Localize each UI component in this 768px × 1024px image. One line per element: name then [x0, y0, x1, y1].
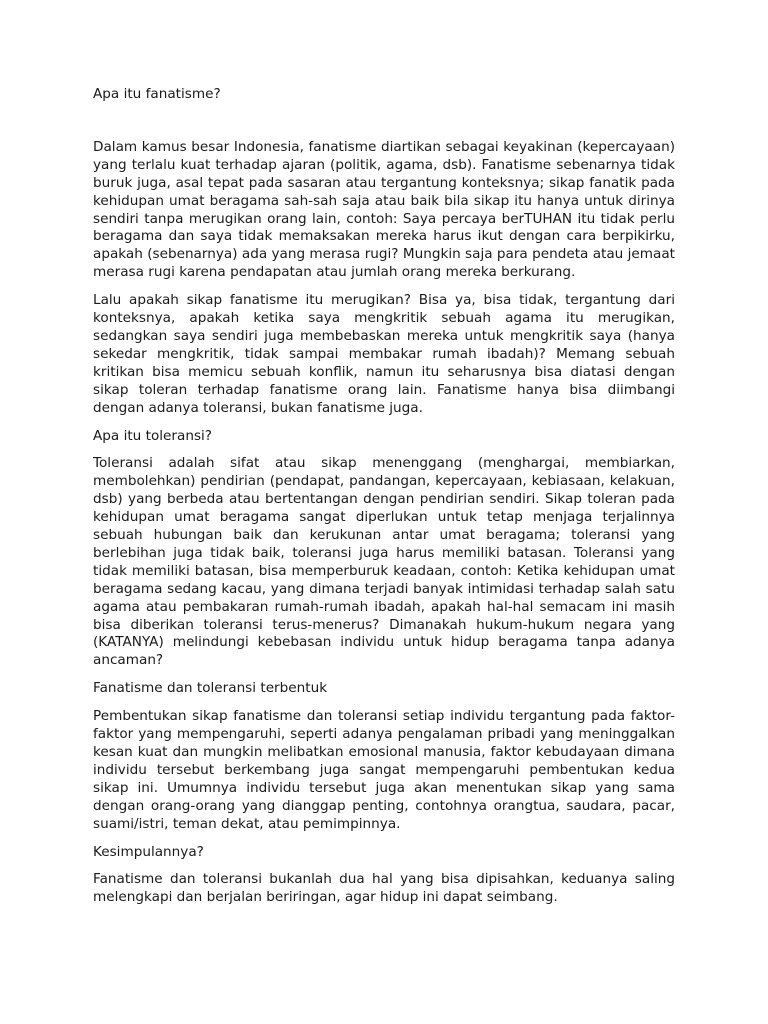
document-title: Apa itu fanatisme? [93, 86, 221, 102]
paragraph: Toleransi adalah sifat atau sikap menenggang (menghargai, membiarkan, membolehkan) pendirian (pendapat, pandangan, kepercayaan, kebiasaan, kelakuan, dsb) yang berbeda atau bertentangan dengan pendirian sendiri. Sikap toleran pada kehidupan umat beragama sangat diperlukan untuk tetap menjaga terjalinnya sebuah hubungan baik dan kerukunan antar umat beragama; toleransi yang berlebihan juga tidak baik, toleransi juga harus memiliki batasan. Toleransi yang tidak memiliki batasan, bisa memperburuk keadaan, contoh: Ketika kehidupan umat beragama sedang kacau, yang dimana terjadi banyak intimidasi terhadap salah satu agama atau pembakaran rumah-rumah ibadah, apakah hal-hal semacam ini masih bisa diberikan toleransi terus-menerus? Dimanakah hukum-hukum negara yang (KATANYA) melindungi kebebasan individu untuk hidup beragama tanpa adanya ancaman? [93, 455, 675, 669]
paragraph: Pembentukan sikap fanatisme dan toleransi setiap individu tergantung pada faktor-faktor yang mempengaruhi, seperti adanya pengalaman pribadi yang meninggalkan kesan kuat dan mungkin melibatkan emosional manusia, faktor kebudayaan dimana individu tersebut berkembang juga sangat mempengaruhi pembentukan kedua sikap ini. Umumnya individu tersebut juga akan menentukan sikap yang sama dengan orang-orang yang dianggap penting, contohnya orangtua, saudara, pacar, suami/istri, teman dekat, atau pemimpinnya. [93, 708, 675, 832]
paragraph: Fanatisme dan toleransi bukanlah dua hal yang bisa dipisahkan, keduanya saling melengkapi dan berjalan beriringan, agar hidup ini dapat seimbang. [93, 871, 675, 906]
paragraph: Dalam kamus besar Indonesia, fanatisme diartikan sebagai keyakinan (kepercayaan) yang terlalu kuat terhadap ajaran (politik, agama, dsb). Fanatisme sebenarnya tidak buruk juga, asal tepat pada sasaran atau tergantung konteksnya; sikap fanatik pada kehidupan umat beragama sah-sah saja atau baik bila sikap itu hanya untuk dirinya sendiri tanpa merugikan orang lain, contoh: Saya percaya berTUHAN itu tidak perlu beragama dan saya tidak memaksakan mereka harus ikut dengan cara berpikirku, apakah (sebenarnya) ada yang merasa rugi? Mungkin saja para pendeta atau jemaat merasa rugi karena pendapatan atau jumlah orang mereka berkurang. [93, 138, 675, 281]
document-page [93, 86, 675, 917]
paragraph: Lalu apakah sikap fanatisme itu merugikan? Bisa ya, bisa tidak, tergantung dari konteksnya, apakah ketika saya mengkritik sebuah agama itu merugikan, sedangkan saya sendiri juga membebaskan mereka untuk mengkritik saya (hanya sekedar mengkritik, tidak sampai membakar rumah ibadah)? Memang sebuah kritikan bisa memicu sebuah konflik, namun itu seharusnya bisa diatasi dengan sikap toleran terhadap fanatisme orang lain. Fanatisme hanya bisa diimbangi dengan adanya toleransi, bukan fanatisme juga. [93, 292, 675, 416]
section-heading-toleransi: Apa itu toleransi? [93, 427, 213, 444]
section-heading-terbentuk: Fanatisme dan toleransi terbentuk [93, 680, 328, 697]
section-heading-kesimpulan: Kesimpulannya? [93, 843, 204, 860]
